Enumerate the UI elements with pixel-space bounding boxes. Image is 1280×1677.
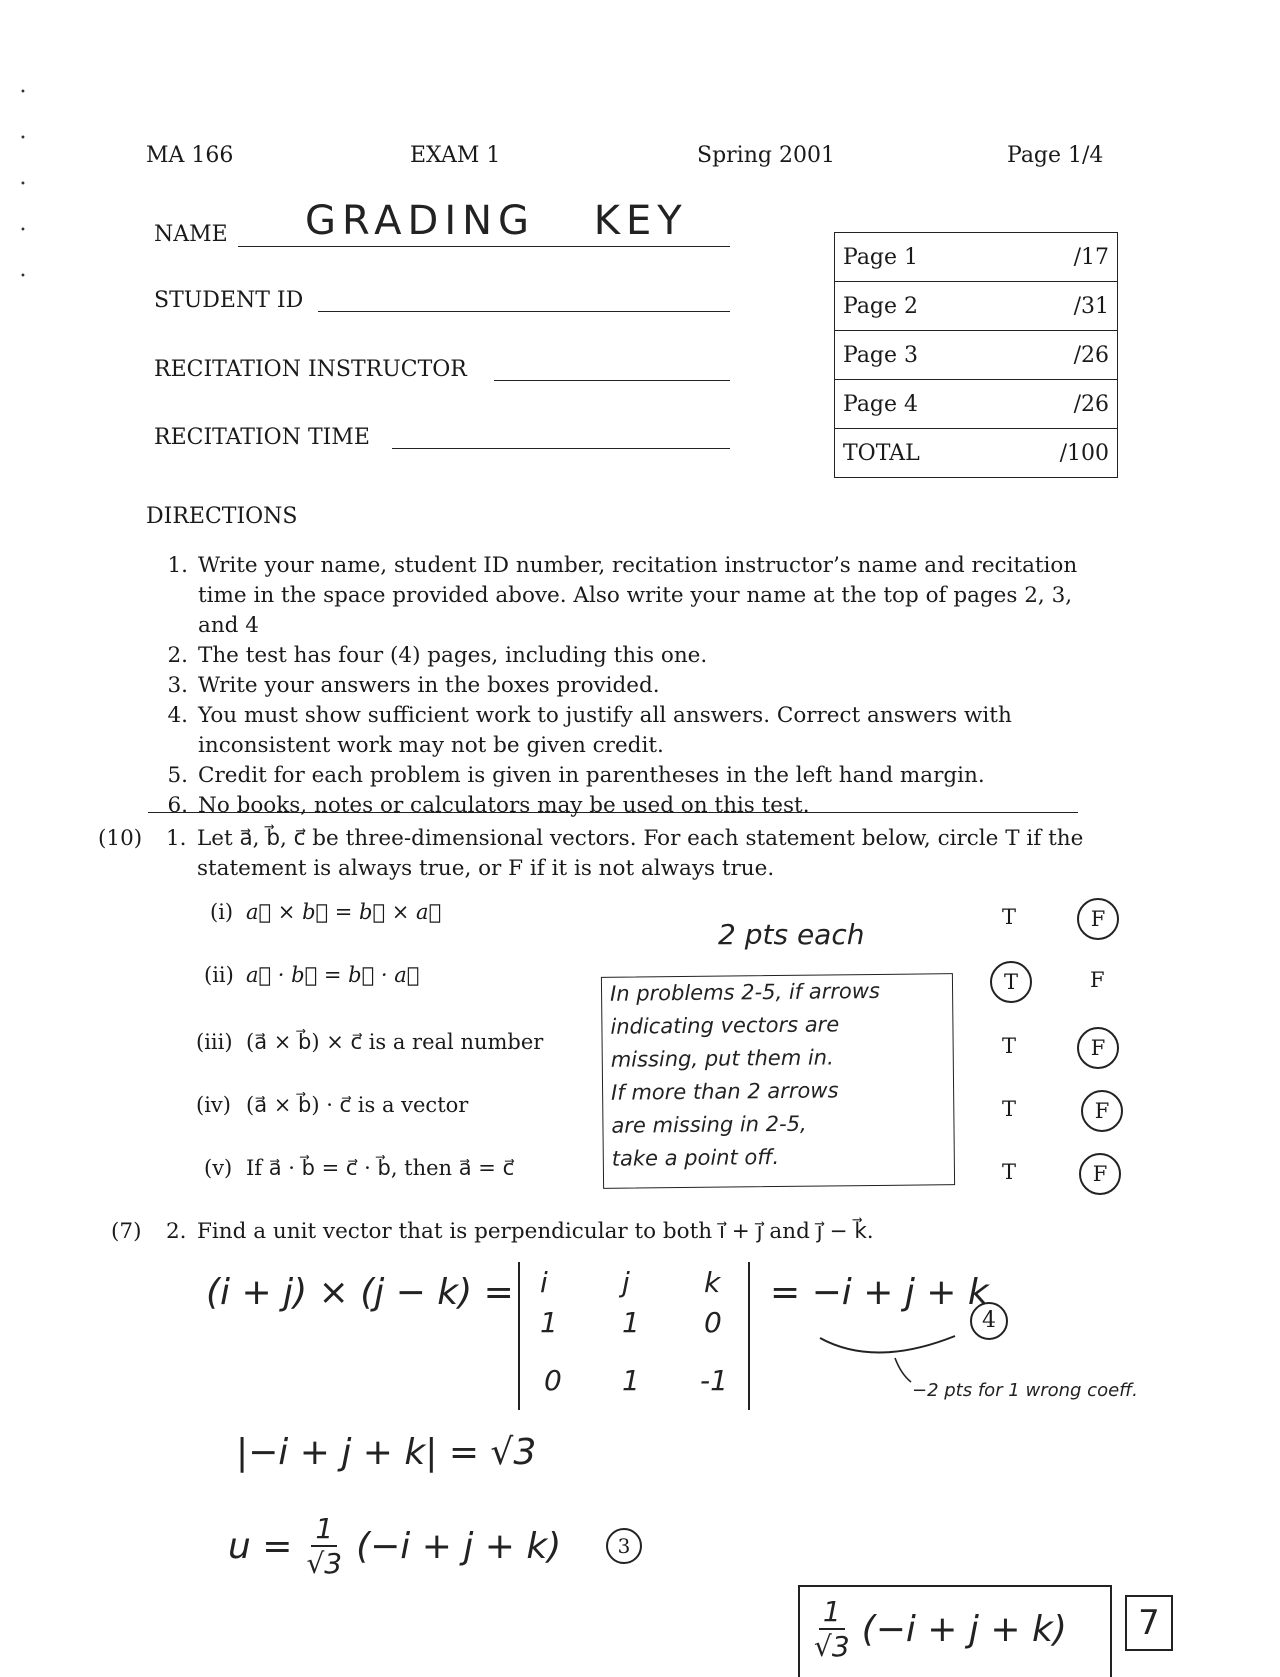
page-number: Page 1/4 (1007, 143, 1104, 168)
score-row (835, 380, 1118, 429)
answer-fraction (814, 1595, 850, 1663)
problem1-statement-line1: Let a⃗, b⃗, c⃗ be three-dimensional vectors. For each statement below, circle T if the (197, 826, 1084, 851)
problem1-statement-line2: statement is always true, or F if it is not always true. (197, 856, 775, 881)
grading-note-box (601, 973, 955, 1189)
grading-note: 2 pts each (718, 918, 865, 951)
score-row (835, 233, 1118, 282)
true-option: T (1002, 1160, 1017, 1184)
answer-vector: (−i + j + k) (861, 1608, 1067, 1650)
det-cell: 0 (704, 1306, 722, 1339)
instructor-label: RECITATION INSTRUCTOR (154, 357, 467, 382)
unit-fraction (306, 1512, 342, 1580)
deduction-note: −2 pts for 1 wrong coeff. (912, 1380, 1138, 1401)
det-cell: j (622, 1266, 630, 1299)
list-item: 4. You must show sufficient work to justify all answers. Correct answers with inconsistent work may not be given credit. (167, 703, 1012, 758)
score-value: /26 (1031, 331, 1118, 380)
det-cell: 1 (540, 1306, 558, 1339)
item-label: (iv) (196, 1093, 231, 1117)
cross-product-expression: (i + j) × (j − k) = (206, 1272, 514, 1313)
item-text: a⃗ · b⃗ = b⃗ · a⃗ (246, 963, 420, 987)
item-label: (ii) (204, 963, 234, 987)
list-item: 2. The test has four (4) pages, including this one. (167, 643, 708, 668)
item-label: (i) (210, 900, 234, 924)
directions-list (158, 551, 1088, 821)
unit-vector-expression (228, 1512, 561, 1580)
det-cell: i (540, 1266, 548, 1299)
det-right-bar (748, 1262, 750, 1410)
frac-numerator: 1 (819, 1595, 845, 1630)
score-label: TOTAL (835, 429, 1032, 478)
score-value: /26 (1031, 380, 1118, 429)
det-left-bar (518, 1262, 520, 1410)
answer-expression (814, 1595, 1067, 1663)
list-item: 3. Write your answers in the boxes provided. (167, 673, 660, 698)
score-row (835, 429, 1118, 478)
false-option: F (1090, 968, 1105, 992)
answer-box (798, 1585, 1112, 1677)
det-cell: 0 (544, 1364, 562, 1397)
list-item: 1. Write your name, student ID number, recitation instructor’s name and recitation time in the space provided above. Also write your name at the top of pages 2, 3, and 4 (167, 553, 1078, 638)
student-id-line (318, 311, 730, 312)
frac-numerator: 1 (311, 1512, 337, 1547)
list-item: 6. No books, notes or calculators may be used on this test. (167, 793, 810, 818)
time-label: RECITATION TIME (154, 425, 370, 450)
circled-false: F (1081, 1090, 1123, 1132)
problem1-points: (10) (98, 826, 143, 851)
circled-false: F (1079, 1153, 1121, 1195)
item-text: If a⃗ · b⃗ = c⃗ · b⃗, then a⃗ = c⃗ (246, 1156, 515, 1180)
problem2-statement: Find a unit vector that is perpendicular to both i⃗ + j⃗ and j⃗ − k⃗. (197, 1219, 874, 1244)
score-label: Page 3 (835, 331, 1032, 380)
problem1-number: 1. (166, 826, 187, 851)
answer-score-box: 7 (1125, 1595, 1173, 1651)
det-cell: -1 (700, 1364, 728, 1397)
unit-vector-lhs: u = (228, 1525, 293, 1567)
score-label: Page 1 (835, 233, 1032, 282)
true-option: T (1002, 1034, 1017, 1058)
score-row (835, 331, 1118, 380)
score-table (834, 232, 1118, 478)
note-line: If more than 2 arrows (610, 1078, 839, 1105)
true-option: T (1002, 1097, 1017, 1121)
score-row (835, 282, 1118, 331)
note-line: In problems 2-5, if arrows (609, 978, 881, 1006)
circled-true: T (990, 961, 1032, 1003)
det-cell: 1 (622, 1306, 640, 1339)
exam-title: EXAM 1 (410, 143, 501, 168)
circled-false: F (1077, 1027, 1119, 1069)
item-text: (a⃗ × b⃗) · c⃗ is a vector (246, 1093, 469, 1117)
unit-vector-rhs: (−i + j + k) (356, 1525, 562, 1567)
section-divider (148, 812, 1078, 813)
note-line: take a point off. (611, 1144, 780, 1171)
item-text: a⃗ × b⃗ = b⃗ × a⃗ (246, 900, 442, 924)
det-cell: k (704, 1266, 721, 1299)
circled-false: F (1077, 898, 1119, 940)
problem2-points: (7) (111, 1219, 142, 1244)
name-label: NAME (154, 222, 228, 247)
item-label: (v) (204, 1156, 233, 1180)
student-id-label: STUDENT ID (154, 288, 304, 313)
true-option: T (1002, 905, 1017, 929)
magnitude-expression: |−i + j + k| = √3 (236, 1432, 537, 1473)
name-value: GRADING KEY (305, 198, 688, 244)
margin-specks: • • • • • (20, 87, 26, 282)
note-line: indicating vectors are (610, 1012, 840, 1039)
cross-result: = −i + j + k (770, 1272, 989, 1313)
note-line: missing, put them in. (610, 1045, 834, 1072)
score-value: /17 (1031, 233, 1118, 282)
score-label: Page 4 (835, 380, 1032, 429)
exam-term: Spring 2001 (697, 143, 835, 168)
course-code: MA 166 (146, 143, 234, 168)
score-value: /31 (1031, 282, 1118, 331)
score-value: /100 (1031, 429, 1118, 478)
time-line (392, 448, 730, 449)
score-label: Page 2 (835, 282, 1032, 331)
name-line (238, 246, 730, 247)
item-label: (iii) (196, 1030, 233, 1054)
problem2-number: 2. (166, 1219, 187, 1244)
frac-denominator: √3 (306, 1547, 343, 1580)
item-text: (a⃗ × b⃗) × c⃗ is a real number (246, 1030, 544, 1054)
score-circle-3: 3 (606, 1528, 642, 1564)
list-item: 5. Credit for each problem is given in parentheses in the left hand margin. (167, 763, 985, 788)
det-cell: 1 (622, 1364, 640, 1397)
frac-denominator: √3 (814, 1630, 850, 1663)
score-circle-4: 4 (970, 1302, 1008, 1340)
note-line: are missing in 2-5, (611, 1111, 807, 1138)
directions-title: DIRECTIONS (146, 504, 298, 529)
instructor-line (494, 380, 730, 381)
